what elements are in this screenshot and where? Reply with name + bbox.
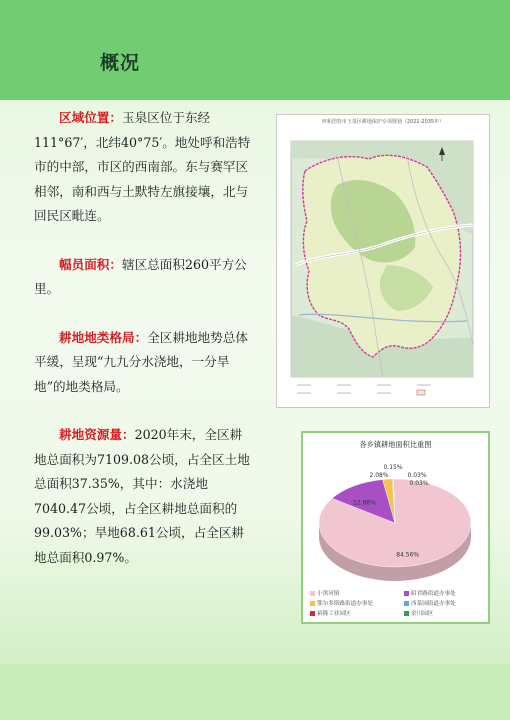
section-body: 2020年末，全区耕地总面积为7109.08公顷，占全区土地总面积37.35%，其中：水浇地7040.47公顷，占全区耕地总面积的99.03%；旱地68.61公顷，占全区耕地总面积0.97%。: [34, 427, 250, 565]
section-land-pattern: [34, 326, 252, 400]
pie-chart: [301, 431, 490, 624]
legend-item: [404, 599, 456, 607]
data-label: 0.03%: [409, 480, 429, 487]
section-label: 幅员面积：: [59, 256, 122, 272]
data-label: 0.15%: [383, 464, 403, 471]
legend-label: 裕隆工业园区: [317, 611, 351, 617]
map-graphic: [277, 115, 489, 407]
legend-swatch: [404, 591, 409, 596]
data-label: 12.88%: [352, 499, 376, 507]
section-location: [34, 106, 252, 229]
legend-label: 西菜园街道办事处: [411, 601, 456, 607]
legend-item: [404, 609, 433, 617]
district-map: [276, 114, 490, 408]
data-label: 2.08%: [369, 472, 389, 479]
section-label: 耕地地类格局：: [59, 329, 148, 345]
chart-title: 各乡镇耕地面积比重图: [359, 440, 432, 449]
section-label: 耕地资源量：: [59, 427, 135, 442]
legend-item: [310, 589, 339, 597]
legend-item: [404, 589, 456, 597]
section-body: 玉泉区位于东经111°67′，北纬40°75′。地处呼和浩特市的中部，市区的西南部。东与赛罕区相邻，南和西与土默特左旗接壤，北与回民区毗连。: [34, 110, 251, 223]
legend-swatch: [310, 591, 315, 596]
data-label: 0.03%: [407, 472, 427, 479]
legend-swatch: [404, 611, 409, 616]
footer-band: [0, 664, 510, 720]
legend-label: 小黑河镇: [317, 591, 340, 597]
legend-item: [310, 599, 373, 607]
legend-swatch: [310, 611, 315, 616]
section-body: 辖区总面积260平方公里。: [34, 256, 247, 296]
section-label: 区域位置：: [59, 110, 122, 125]
section-land-resources: [34, 423, 252, 570]
legend-label: 鄂尔多斯路街道办事处: [317, 601, 373, 607]
legend-item: [310, 609, 351, 617]
header-band: [0, 0, 510, 100]
section-area: [34, 253, 252, 302]
legend-swatch: [310, 601, 315, 606]
page-title: 概况: [100, 52, 141, 74]
section-body: 全区耕地地势总体平缓，呈现“九九分水浇地，一分旱地”的地类格局。: [34, 329, 248, 394]
legend-swatch: [404, 601, 409, 606]
map-title: 呼和浩特市玉泉区耕地保护专项规划（2021-2035年）: [321, 119, 445, 125]
data-label: 84.56%: [396, 551, 420, 559]
legend-label: 昭君路街道办事处: [411, 591, 456, 597]
legend-label: 金川园区: [411, 611, 434, 617]
pie-graphic: [303, 433, 488, 589]
overview-text: [34, 106, 252, 594]
